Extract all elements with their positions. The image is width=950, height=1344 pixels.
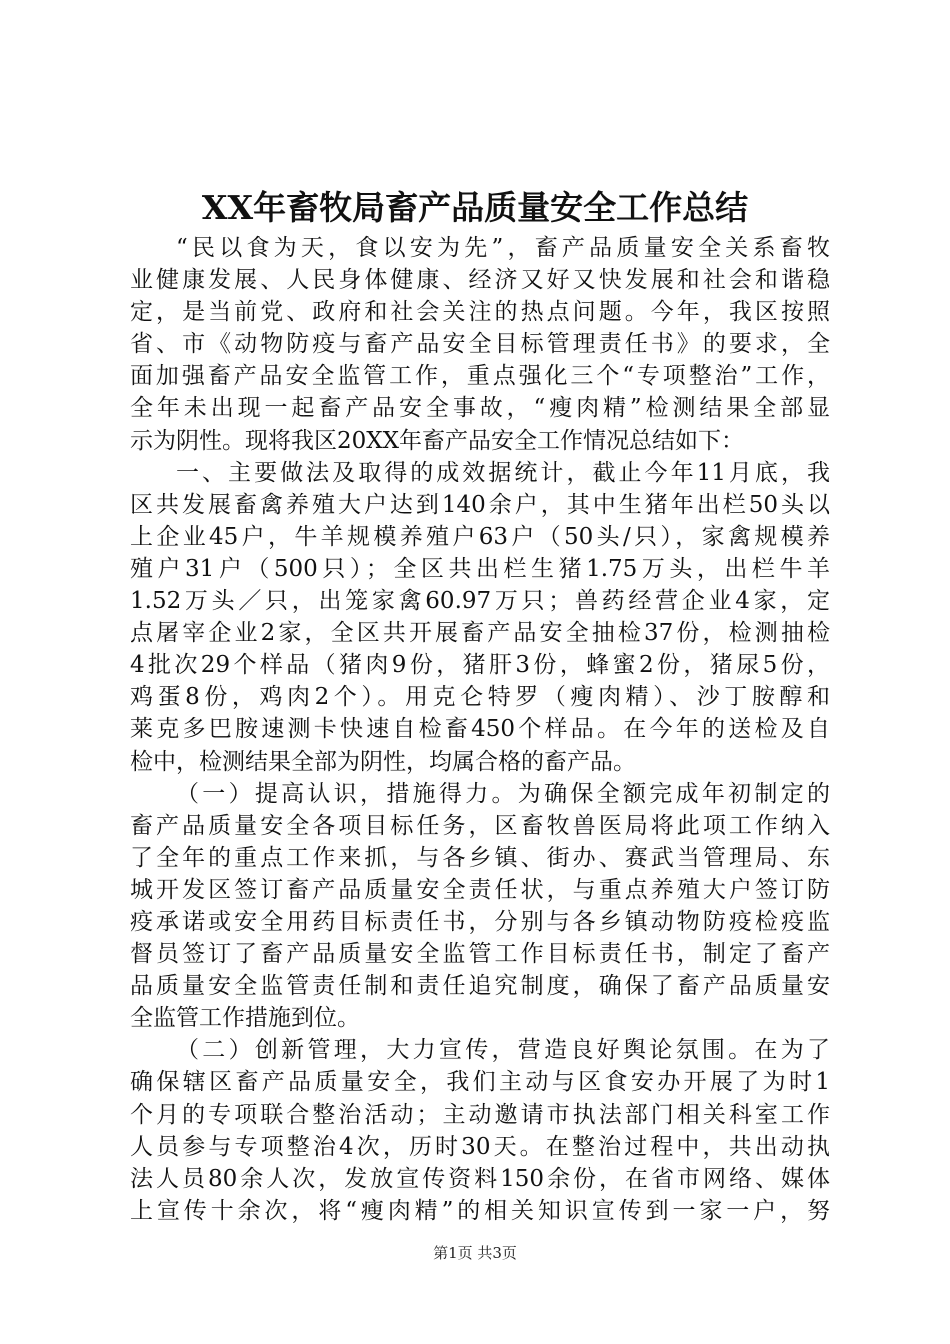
paragraph-line: 区共发展畜禽养殖大户达到140余户，其中生猪年出栏50头以 [130,491,830,518]
paragraph-line: （二）创新管理，大力宣传，营造良好舆论氛围。在为了 [176,1037,830,1064]
paragraph-line: 点屠宰企业2家，全区共开展畜产品安全抽检37份，检测抽检 [130,620,830,647]
paragraph-line: “民以食为天，食以安为先”，畜产品质量安全关系畜牧 [176,235,830,261]
paragraph-line: 定，是当前党、政府和社会关注的热点问题。今年，我区按照 [130,299,830,326]
paragraph-line: 省、市《动物防疫与畜产品安全目标管理责任书》的要求，全 [130,331,830,358]
paragraph-line: 一、主要做法及取得的成效据统计，截止今年11月底，我 [176,459,830,486]
paragraph-line: 1.52万头／只，出笼家禽60.97万只；兽药经营企业4家，定 [130,588,830,615]
paragraph-line: 鸡蛋8份，鸡肉2个）。用克仑特罗（瘦肉精）、沙丁胺醇和 [130,684,830,711]
paragraph-line: 面加强畜产品安全监管工作，重点强化三个“专项整治”工作， [130,363,830,390]
paragraph-line: 莱克多巴胺速测卡快速自检畜450个样品。在今年的送检及自 [130,716,830,743]
page-number: 第1页 共3页 [433,1244,517,1262]
paragraph-line: 城开发区签订畜产品质量安全责任状，与重点养殖大户签订防 [130,876,830,903]
paragraph-line: 全监管工作措施到位。 [130,1005,360,1032]
paragraph-line: 业健康发展、人民身体健康、经济又好又快发展和社会和谐稳 [130,267,830,294]
paragraph-line: 疫承诺或安全用药目标责任书，分别与各乡镇动物防疫检疫监 [130,908,830,935]
paragraph-line: 畜产品质量安全各项目标任务，区畜牧兽医局将此项工作纳入 [130,812,830,839]
paragraph-line: 法人员80余人次，发放宣传资料150余份，在省市网络、媒体 [130,1165,830,1192]
paragraph-line: 品质量安全监管责任制和责任追究制度，确保了畜产品质量安 [130,973,830,1000]
paragraph-line: 上企业45户，牛羊规模养殖户63户（50头/只），家禽规模养 [130,523,830,550]
paragraph-line: 确保辖区畜产品质量安全，我们主动与区食安办开展了为时1 [130,1069,830,1096]
paragraph-line: 个月的专项联合整治活动；主动邀请市执法部门相关科室工作 [130,1101,830,1128]
paragraph-line: 检中，检测结果全部为阴性，均属合格的畜产品。 [130,748,636,775]
paragraph-line: 4批次29个样品（猪肉9份，猪肝3份，蜂蜜2份，猪尿5份， [130,652,830,679]
paragraph-line: 全年未出现一起畜产品安全事故，“瘦肉精”检测结果全部显 [130,395,830,422]
paragraph-line: 人员参与专项整治4次，历时30天。在整治过程中，共出动执 [130,1133,830,1160]
paragraph-line: 殖户31户（500只）；全区共出栏生猪1.75万头，出栏牛羊 [130,555,830,582]
paragraph-line: 了全年的重点工作来抓，与各乡镇、街办、赛武当管理局、东 [130,844,830,871]
paragraph-line: （一）提高认识，措施得力。为确保全额完成年初制定的 [176,780,830,807]
paragraph-line: 上宣传十余次，将“瘦肉精”的相关知识宣传到一家一户，努 [130,1197,830,1224]
document-body [130,232,830,1227]
document-title: XX年畜牧局畜产品质量安全工作总结 [201,188,749,227]
paragraph-line: 督员签订了畜产品质量安全监管工作目标责任书，制定了畜产 [130,941,830,968]
paragraph-line: 示为阴性。现将我区20XX年畜产品安全工作情况总结如下： [130,427,745,454]
